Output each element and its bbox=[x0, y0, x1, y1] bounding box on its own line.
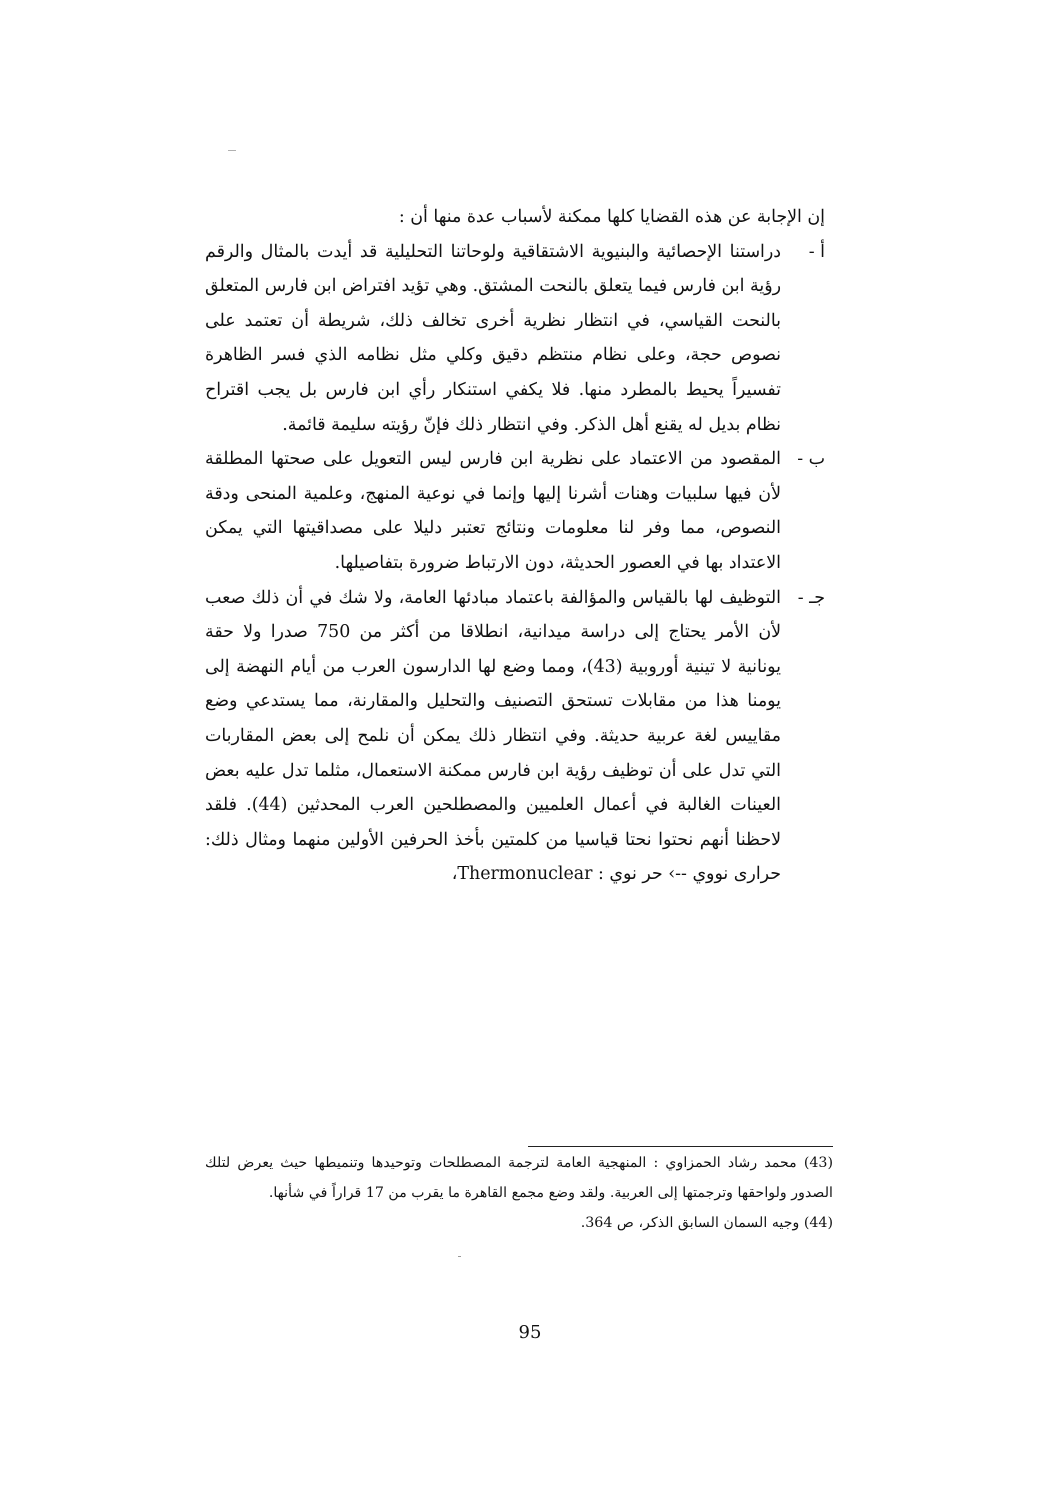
list-item-b bbox=[205, 442, 825, 580]
item-text: التوظيف لها بالقياس والمؤالفة باعتماد مبادئها العامة، ولا شك في أن ذلك صعب لأن الأمر يحتاج إلى دراسة ميدانية، انطلاقا من أكثر من 750 صدرا ولا حقة يونانية لا تينية أوروبية (43)، ومما وضع لها الدارسون العرب من أيام النهضة إلى يومنا هذا من مقابلات تستحق التصنيف والتحليل والمقارنة، مما يستدعي وضع مقاييس لغة عربية حديثة. وفي انتظار ذلك يمكن أن نلمح إلى بعض المقاربات التي تدل على أن توظيف رؤية ابن فارس ممكنة الاستعمال، مثلما تدل عليه بعض العينات الغالبة في أعمال العلميين والمصطلحين العرب المحدثين (44). فلقد لاحظنا أنهم نحتوا نحتا قياسيا من كلمتين بأخذ الحرفين الأولين منهما ومثال ذلك: حرارى نووي --› حر نوي : Thermonuclear، bbox=[205, 587, 782, 885]
scan-mark bbox=[458, 1256, 461, 1257]
item-marker: ب - bbox=[797, 449, 825, 470]
scan-mark bbox=[228, 150, 236, 151]
footnotes bbox=[205, 1148, 833, 1238]
list-item-a bbox=[205, 235, 825, 443]
footnote-43: (43) محمد رشاد الحمزاوي : المنهجية العامة لترجمة المصطلحات وتوحيدها وتنميطها حيث يعرض لتلك الصدور ولواحقها وترجمتها إلى العربية. ولقد وضع مجمع القاهرة ما يقرب من 17 قراراً في شأنها. bbox=[205, 1155, 833, 1201]
item-marker: أ - bbox=[808, 241, 825, 262]
footnote-44: (44) وجيه السمان السابق الذكر، ص 364. bbox=[580, 1215, 833, 1231]
page-number: 95 bbox=[518, 1322, 542, 1343]
main-text bbox=[205, 200, 825, 892]
item-text: دراستنا الإحصائية والبنيوية الاشتقاقية ولوحاتنا التحليلية قد أيدت بالمثال والرقم رؤية ابن فارس فيما يتعلق بالنحت المشتق. وهي تؤيد افتراض ابن فارس المتعلق بالنحت القياسي، في انتظار نظرية أخرى تخالف ذلك، شريطة أن تعتمد على نصوص حجة، وعلى نظام منتظم دقيق وكلي مثل نظامه الذي فسر الظاهرة تفسيراً يحيط بالمطرد منها. فلا يكفي استنكار رأي ابن فارس بل يجب اقتراح نظام بديل له يقنع أهل الذكر. وفي انتظار ذلك فإنّ رؤيته سليمة قائمة. bbox=[205, 241, 781, 435]
item-text: المقصود من الاعتماد على نظرية ابن فارس ليس التعويل على صحتها المطلقة لأن فيها سلبيات وهنات أشرنا إليها وإنما في نوعية المنهج، وعلمية المنحى ودقة النصوص، مما وفر لنا معلومات ونتائج تعتبر دليلا على مصداقيتها التي يمكن الاعتداد بها في العصور الحديثة، دون الارتباط ضرورة بتفاصيلها. bbox=[205, 449, 781, 573]
footnote-separator bbox=[528, 1146, 833, 1147]
item-marker: جـ - bbox=[797, 587, 825, 608]
list-item-c bbox=[205, 581, 825, 892]
intro-paragraph: إن الإجابة عن هذه القضايا كلها ممكنة لأسباب عدة منها أن : bbox=[398, 207, 825, 227]
